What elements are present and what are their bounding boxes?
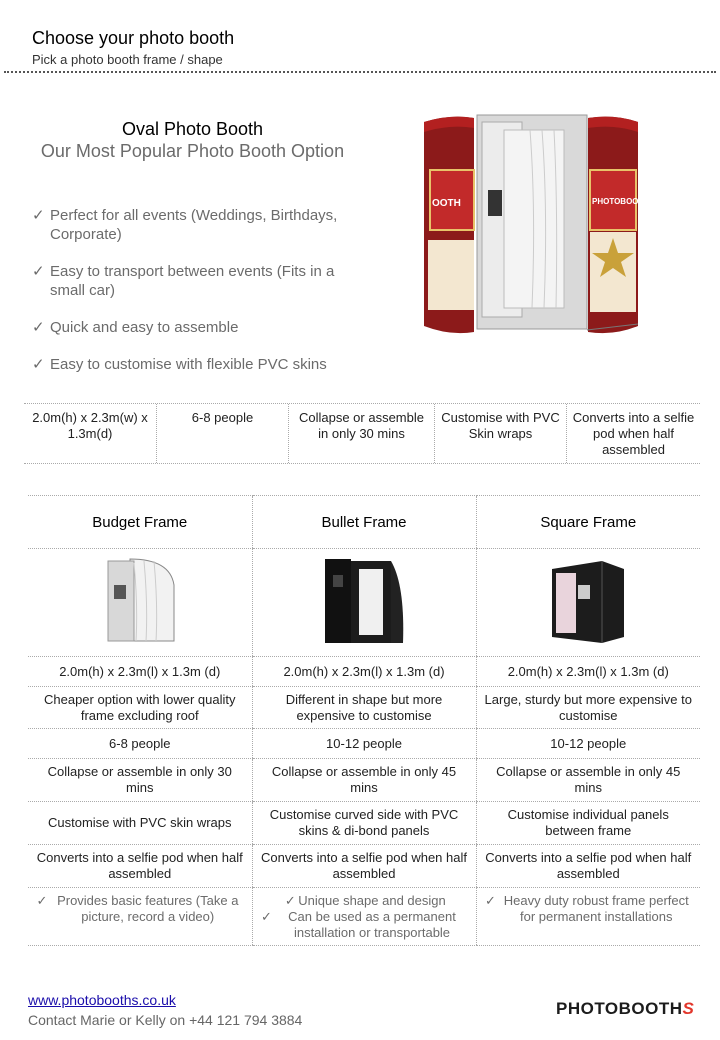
frame-capacity: 10-12 people (252, 729, 476, 759)
contact-text: Contact Marie or Kelly on +44 121 794 3884 (28, 1012, 303, 1028)
spec-selfie: Converts into a selfie pod when half assembled (566, 404, 700, 463)
frame-assembly: Collapse or assemble in only 30 mins (28, 759, 252, 802)
pro-text: Can be used as a permanent installation or transportable (288, 909, 456, 940)
oval-feature-text: Perfect for all events (Weddings, Birthdays, Corporate) (50, 207, 338, 243)
table-row (28, 845, 700, 888)
oval-feature-text: Easy to transport between events (Fits in a small car) (50, 263, 335, 299)
budget-booth-image (100, 555, 180, 647)
brand-logo (556, 999, 694, 1019)
frame-dimensions: 2.0m(h) x 2.3m(l) x 1.3m (d) (476, 657, 700, 687)
spec-assembly: Collapse or assemble in only 30 mins (288, 404, 434, 463)
frame-heading-budget: Budget Frame (28, 496, 252, 549)
oval-booth-tagline: Our Most Popular Photo Booth Option (40, 141, 345, 161)
frame-image-cell (476, 549, 700, 657)
table-row (28, 687, 700, 729)
table-row (28, 759, 700, 802)
website-link[interactable]: www.photobooths.co.uk (28, 992, 176, 1008)
frame-assembly: Collapse or assemble in only 45 mins (252, 759, 476, 802)
booth-skin-text-left: OOTH (432, 198, 461, 209)
oval-feature-list (32, 206, 372, 392)
pro-item (259, 909, 470, 941)
check-icon: ✓ (485, 893, 496, 908)
check-icon: ✓ (36, 893, 48, 908)
oval-feature-text: Easy to customise with flexible PVC skins (50, 356, 327, 373)
oval-booth-image (422, 110, 650, 338)
oval-feature (32, 262, 372, 300)
header-divider (4, 71, 716, 73)
frame-selfie: Converts into a selfie pod when half assembled (252, 845, 476, 888)
frame-quality: Large, sturdy but more expensive to customise (476, 687, 700, 729)
square-booth-image (548, 555, 628, 647)
check-icon: ✓ (32, 356, 45, 373)
table-row (28, 729, 700, 759)
table-row (28, 657, 700, 687)
frame-image-cell (252, 549, 476, 657)
spec-capacity: 6-8 people (156, 404, 288, 463)
frame-pros (476, 888, 700, 946)
frame-selfie: Converts into a selfie pod when half assembled (28, 845, 252, 888)
oval-feature-text: Quick and easy to assemble (50, 319, 239, 336)
bullet-booth-image (319, 555, 409, 647)
table-row (28, 496, 700, 549)
pro-text: Unique shape and design (298, 893, 446, 908)
table-row (28, 888, 700, 946)
frame-pros (252, 888, 476, 946)
frame-capacity: 6-8 people (28, 729, 252, 759)
oval-intro (40, 118, 345, 162)
check-icon: ✓ (32, 207, 45, 224)
pro-item (259, 893, 470, 909)
frame-capacity: 10-12 people (476, 729, 700, 759)
oval-feature (32, 318, 372, 337)
oval-booth-name: Oval Photo Booth (121, 119, 264, 139)
check-icon: ✓ (32, 263, 45, 280)
table-row (28, 802, 700, 845)
frames-comparison-table (28, 495, 700, 946)
check-icon: ✓ (32, 319, 45, 336)
oval-spec-row (24, 403, 700, 464)
frame-customise: Customise individual panels between frame (476, 802, 700, 845)
frame-selfie: Converts into a selfie pod when half assembled (476, 845, 700, 888)
oval-feature (32, 206, 372, 244)
frame-customise: Customise curved side with PVC skins & di-bond panels (252, 802, 476, 845)
frame-pros (28, 888, 252, 946)
frame-heading-square: Square Frame (476, 496, 700, 549)
oval-feature (32, 355, 372, 374)
pro-text: Provides basic features (Take a picture, record a video) (57, 893, 239, 924)
frame-assembly: Collapse or assemble in only 45 mins (476, 759, 700, 802)
frame-dimensions: 2.0m(h) x 2.3m(l) x 1.3m (d) (252, 657, 476, 687)
pro-text: Heavy duty robust frame perfect for permanent installations (503, 893, 689, 924)
page-subtitle: Pick a photo booth frame / shape (32, 52, 223, 67)
frame-quality: Different in shape but more expensive to customise (252, 687, 476, 729)
spec-dimensions: 2.0m(h) x 2.3m(w) x 1.3m(d) (32, 410, 148, 441)
check-icon: ✓ (284, 893, 296, 908)
table-row (28, 549, 700, 657)
brand-logo-main: PHOTOBOOTH (556, 999, 683, 1018)
page-header (32, 28, 234, 67)
check-icon: ✓ (261, 909, 272, 924)
frame-quality: Cheaper option with lower quality frame excluding roof (28, 687, 252, 729)
pro-item (483, 893, 695, 925)
frame-dimensions: 2.0m(h) x 2.3m(l) x 1.3m (d) (28, 657, 252, 687)
brand-logo-accent: S (682, 999, 695, 1018)
spec-customise: Customise with PVC Skin wraps (434, 404, 566, 463)
frame-customise: Customise with PVC skin wraps (28, 802, 252, 845)
pro-item (34, 893, 246, 925)
frame-image-cell (28, 549, 252, 657)
booth-skin-text: PHOTOBOOTH (592, 197, 650, 206)
page-title: Choose your photo booth (32, 28, 235, 48)
frame-heading-bullet: Bullet Frame (252, 496, 476, 549)
